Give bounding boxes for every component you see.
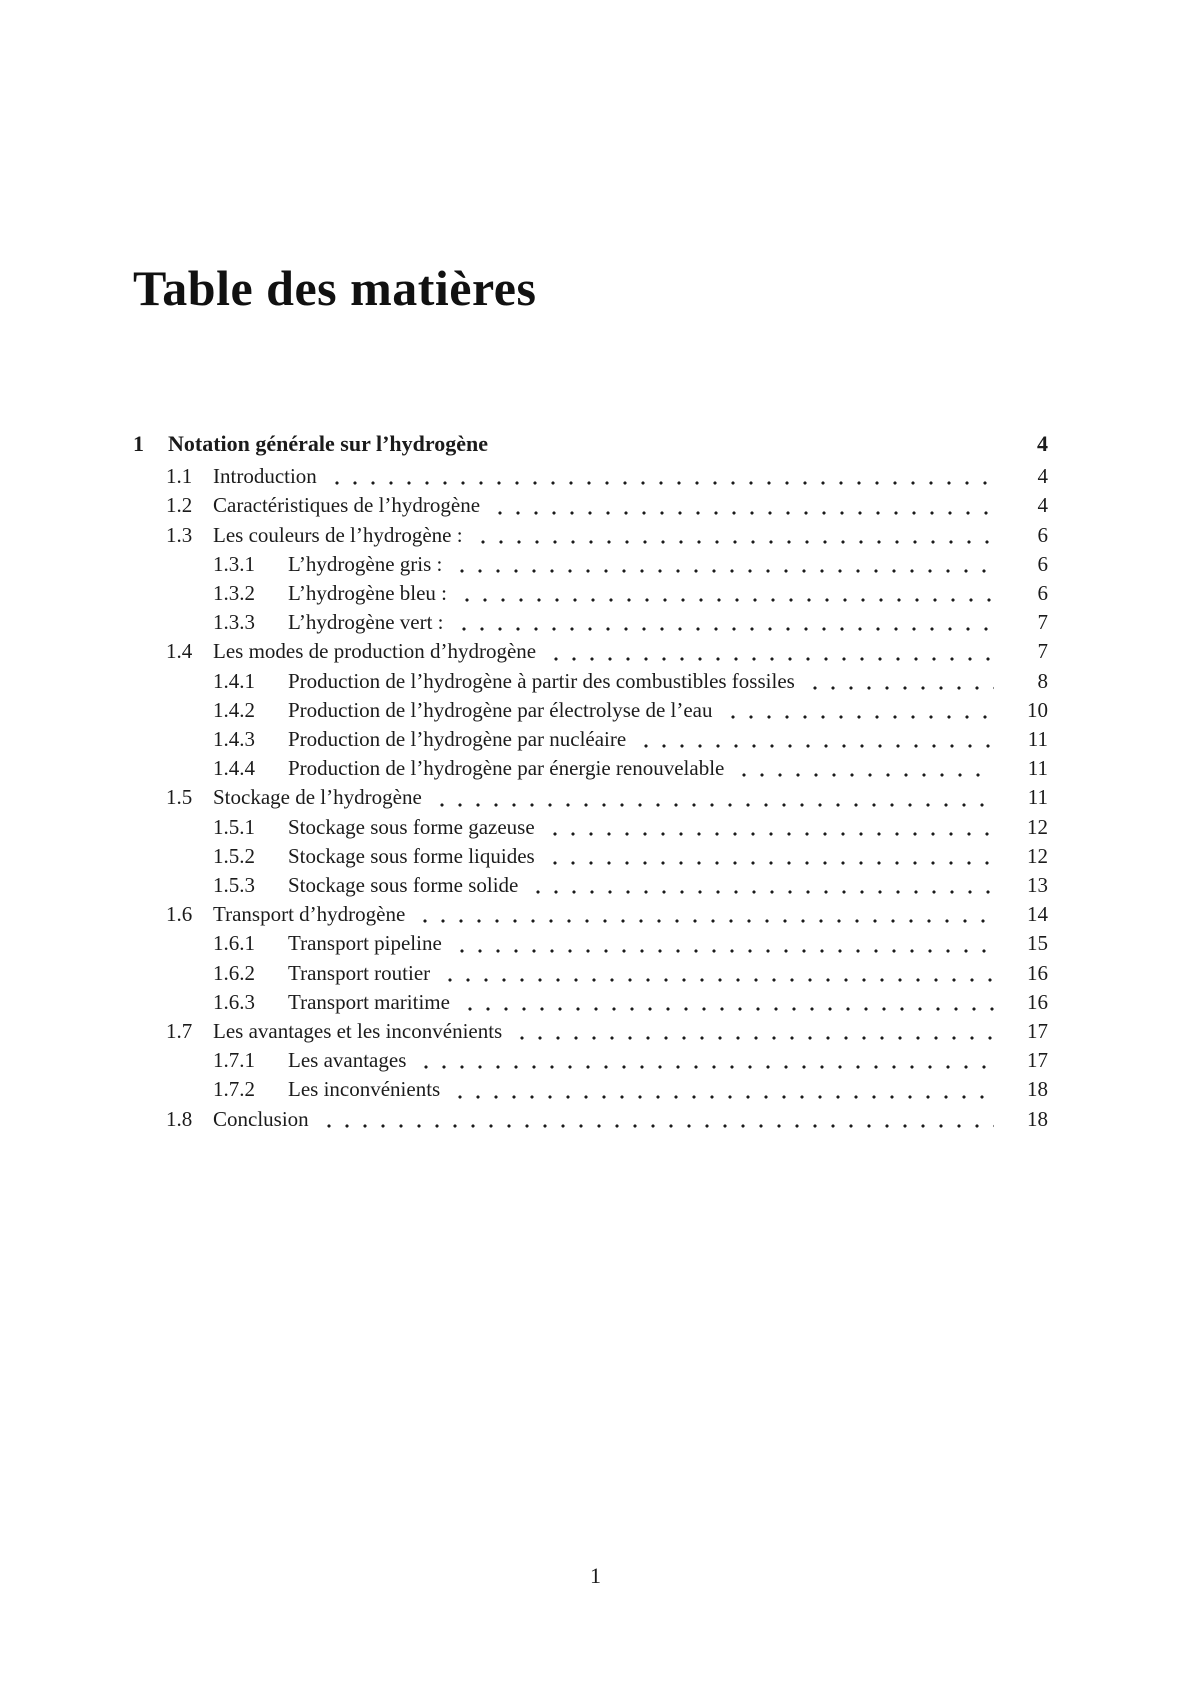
dot-leader bbox=[414, 900, 994, 929]
dot-leader bbox=[733, 754, 994, 783]
toc-entry bbox=[133, 929, 1048, 958]
toc-entry-page: 14 bbox=[1027, 902, 1048, 927]
toc-entry-number: 1.3.2 bbox=[213, 581, 255, 606]
toc-entry-page: 10 bbox=[1027, 697, 1048, 722]
toc-entry bbox=[133, 637, 1048, 666]
toc-entry-page: 7 bbox=[1037, 610, 1048, 635]
toc-entry-title: L’hydrogène gris : bbox=[288, 551, 443, 576]
dot-leader bbox=[459, 988, 994, 1017]
dot-leader bbox=[497, 429, 994, 458]
toc-entry bbox=[133, 842, 1048, 871]
toc-entry-title: Les avantages et les inconvénients bbox=[213, 1019, 503, 1044]
toc-entry bbox=[133, 988, 1048, 1017]
table-of-contents bbox=[133, 429, 1048, 1134]
toc-entry-title: Transport routier bbox=[288, 960, 431, 985]
toc-entry-page: 16 bbox=[1027, 960, 1048, 985]
dot-leader bbox=[489, 491, 994, 520]
dot-leader bbox=[544, 842, 994, 871]
toc-entry-page: 17 bbox=[1027, 1019, 1048, 1044]
toc-entry-title: Production de l’hydrogène par énergie renouvelable bbox=[288, 756, 725, 781]
dot-leader bbox=[326, 462, 994, 491]
toc-entry-number: 1.3.3 bbox=[213, 610, 255, 635]
toc-entry-page: 11 bbox=[1027, 785, 1048, 810]
dot-leader bbox=[545, 637, 994, 666]
toc-entry-page: 13 bbox=[1027, 873, 1048, 898]
toc-entry-page: 15 bbox=[1027, 931, 1048, 956]
footer-page-number: 1 bbox=[590, 1563, 601, 1588]
toc-entry-number: 1.8 bbox=[166, 1106, 193, 1131]
toc-entry-title: Stockage sous forme gazeuse bbox=[288, 814, 535, 839]
toc-entry-page: 7 bbox=[1037, 639, 1048, 664]
toc-entry-page: 18 bbox=[1027, 1106, 1048, 1131]
toc-entry-page: 11 bbox=[1027, 756, 1048, 781]
toc-entry-page: 6 bbox=[1037, 551, 1048, 576]
toc-entry bbox=[133, 783, 1048, 812]
toc-entry-number: 1 bbox=[133, 431, 144, 456]
toc-entry-title: Transport d’hydrogène bbox=[213, 902, 406, 927]
toc-entry bbox=[133, 959, 1048, 988]
toc-entry-page: 6 bbox=[1037, 581, 1048, 606]
toc-entry bbox=[133, 429, 1048, 458]
toc-entry-page: 11 bbox=[1027, 727, 1048, 752]
toc-entry-number: 1.3 bbox=[166, 522, 193, 547]
toc-entry-title: L’hydrogène bleu : bbox=[288, 581, 448, 606]
toc-entry bbox=[133, 813, 1048, 842]
toc-entry bbox=[133, 608, 1048, 637]
toc-entry-number: 1.4.3 bbox=[213, 727, 255, 752]
dot-leader bbox=[439, 959, 994, 988]
toc-entry bbox=[133, 491, 1048, 520]
page-title: Table des matières bbox=[133, 260, 537, 316]
dot-leader bbox=[456, 579, 994, 608]
toc-entry-title: Introduction bbox=[213, 464, 317, 489]
dot-leader bbox=[804, 667, 994, 696]
toc-entry-title: Les modes de production d’hydrogène bbox=[213, 639, 537, 664]
toc-entry-number: 1.3.1 bbox=[213, 551, 255, 576]
toc-entry bbox=[133, 579, 1048, 608]
dot-leader bbox=[544, 813, 994, 842]
toc-entry-page: 17 bbox=[1027, 1048, 1048, 1073]
toc-entry-page: 8 bbox=[1037, 668, 1048, 693]
toc-entry-title: Production de l’hydrogène par nucléaire bbox=[288, 727, 627, 752]
toc-entry-title: Production de l’hydrogène par électrolyse de l’eau bbox=[288, 697, 713, 722]
toc-entry-title: Notation générale sur l’hydrogène bbox=[168, 431, 488, 456]
toc-entry-title: Caractéristiques de l’hydrogène bbox=[213, 493, 481, 518]
toc-entry-number: 1.6.3 bbox=[213, 989, 255, 1014]
toc-entry-number: 1.4.4 bbox=[213, 756, 255, 781]
toc-entry bbox=[133, 725, 1048, 754]
toc-entry bbox=[133, 521, 1048, 550]
toc-entry bbox=[133, 550, 1048, 579]
toc-entry-page: 16 bbox=[1027, 989, 1048, 1014]
toc-entry bbox=[133, 1017, 1048, 1046]
toc-entry-number: 1.4.2 bbox=[213, 697, 255, 722]
toc-entry bbox=[133, 754, 1048, 783]
toc-entry-title: Stockage de l’hydrogène bbox=[213, 785, 422, 810]
content-area bbox=[133, 0, 1048, 1134]
dot-leader bbox=[415, 1046, 994, 1075]
toc-entry-page: 18 bbox=[1027, 1077, 1048, 1102]
toc-entry bbox=[133, 1105, 1048, 1134]
dot-leader bbox=[451, 929, 994, 958]
toc-entry-page: 4 bbox=[1037, 431, 1048, 456]
toc-entry-page: 12 bbox=[1027, 843, 1048, 868]
dot-leader bbox=[635, 725, 994, 754]
toc-entry-title: Stockage sous forme liquides bbox=[288, 843, 535, 868]
toc-entry-title: Stockage sous forme solide bbox=[288, 873, 519, 898]
toc-entry-number: 1.4 bbox=[166, 639, 193, 664]
toc-entry-number: 1.1 bbox=[166, 464, 193, 489]
dot-leader bbox=[453, 608, 994, 637]
toc-entry-title: Les avantages bbox=[288, 1048, 407, 1073]
toc-entry-title: L’hydrogène vert : bbox=[288, 610, 444, 635]
toc-entry-number: 1.6.1 bbox=[213, 931, 255, 956]
toc-entry-number: 1.5.1 bbox=[213, 814, 255, 839]
dot-leader bbox=[527, 871, 994, 900]
dot-leader bbox=[722, 696, 994, 725]
toc-entry-page: 4 bbox=[1037, 493, 1048, 518]
toc-entry bbox=[133, 900, 1048, 929]
toc-entry-number: 1.5.3 bbox=[213, 873, 255, 898]
toc-entry-title: Les couleurs de l’hydrogène : bbox=[213, 522, 463, 547]
toc-entry bbox=[133, 696, 1048, 725]
toc-entry-title: Conclusion bbox=[213, 1106, 309, 1131]
toc-entry bbox=[133, 667, 1048, 696]
toc-entry-number: 1.6.2 bbox=[213, 960, 255, 985]
toc-entry-number: 1.7 bbox=[166, 1019, 193, 1044]
toc-entry-title: Les inconvénients bbox=[288, 1077, 441, 1102]
toc-entry-number: 1.2 bbox=[166, 493, 193, 518]
toc-entry bbox=[133, 1075, 1048, 1104]
toc-entry-number: 1.4.1 bbox=[213, 668, 255, 693]
toc-entry-number: 1.7.2 bbox=[213, 1077, 255, 1102]
toc-entry-number: 1.6 bbox=[166, 902, 193, 927]
toc-entry-page: 6 bbox=[1037, 522, 1048, 547]
toc-entry-number: 1.5 bbox=[166, 785, 193, 810]
toc-entry bbox=[133, 462, 1048, 491]
toc-entry-number: 1.7.1 bbox=[213, 1048, 255, 1073]
toc-entry-title: Transport pipeline bbox=[288, 931, 442, 956]
dot-leader bbox=[318, 1105, 994, 1134]
dot-leader bbox=[431, 783, 994, 812]
toc-entry-title: Transport maritime bbox=[288, 989, 450, 1014]
toc-entry-page: 12 bbox=[1027, 814, 1048, 839]
dot-leader bbox=[449, 1075, 994, 1104]
dot-leader bbox=[511, 1017, 994, 1046]
dot-leader bbox=[451, 550, 994, 579]
toc-entry-number: 1.5.2 bbox=[213, 843, 255, 868]
dot-leader bbox=[472, 521, 994, 550]
toc-entry bbox=[133, 871, 1048, 900]
toc-entry bbox=[133, 1046, 1048, 1075]
toc-entry-page: 4 bbox=[1037, 464, 1048, 489]
toc-entry-title: Production de l’hydrogène à partir des combustibles fossiles bbox=[288, 668, 795, 693]
